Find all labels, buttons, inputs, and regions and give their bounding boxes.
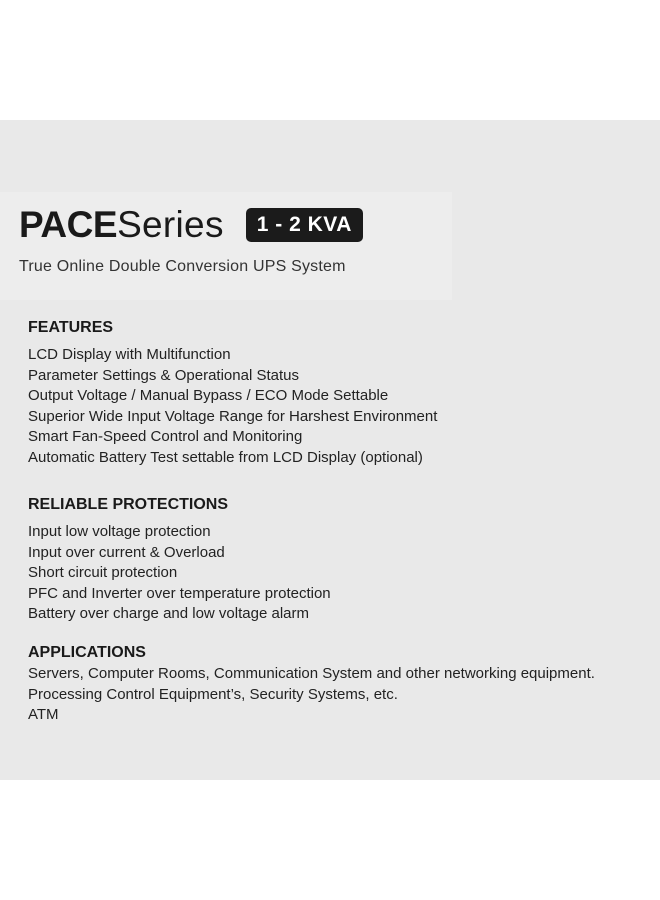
features-list (28, 345, 437, 469)
feature-item: Smart Fan-Speed Control and Monitoring (28, 428, 303, 446)
applications-heading: APPLICATIONS (28, 644, 146, 661)
protections-list (28, 522, 331, 625)
protection-item: Input over current & Overload (28, 543, 225, 561)
features-section (28, 318, 437, 469)
protection-item: PFC and Inverter over temperature protection (28, 584, 331, 602)
product-title (19, 200, 363, 250)
protections-heading: RELIABLE PROTECTIONS (28, 496, 229, 513)
applications-section (28, 643, 595, 726)
product-title-light: Series (117, 204, 224, 245)
applications-list (28, 664, 595, 726)
feature-item: Superior Wide Input Voltage Range for Harshest Environment (28, 407, 438, 425)
feature-item: Output Voltage / Manual Bypass / ECO Mode Settable (28, 387, 389, 405)
protections-section (28, 495, 331, 625)
application-item: ATM (28, 706, 59, 724)
kva-badge: 1 - 2 KVA (246, 208, 363, 242)
application-item: Processing Control Equipment’s, Security Systems, etc. (28, 685, 398, 703)
protection-item: Input low voltage protection (28, 523, 211, 540)
feature-item: LCD Display with Multifunction (28, 346, 231, 363)
product-title-bold: PACE (19, 204, 118, 245)
product-subtitle: True Online Double Conversion UPS System (19, 258, 346, 275)
features-heading: FEATURES (28, 319, 114, 336)
protection-item: Short circuit protection (28, 564, 178, 582)
application-item: Servers, Computer Rooms, Communication System and other networking equipment. (28, 665, 595, 682)
protection-item: Battery over charge and low voltage alarm (28, 605, 309, 623)
feature-item: Automatic Battery Test settable from LCD Display (optional) (28, 448, 423, 466)
feature-item: Parameter Settings & Operational Status (28, 366, 299, 384)
